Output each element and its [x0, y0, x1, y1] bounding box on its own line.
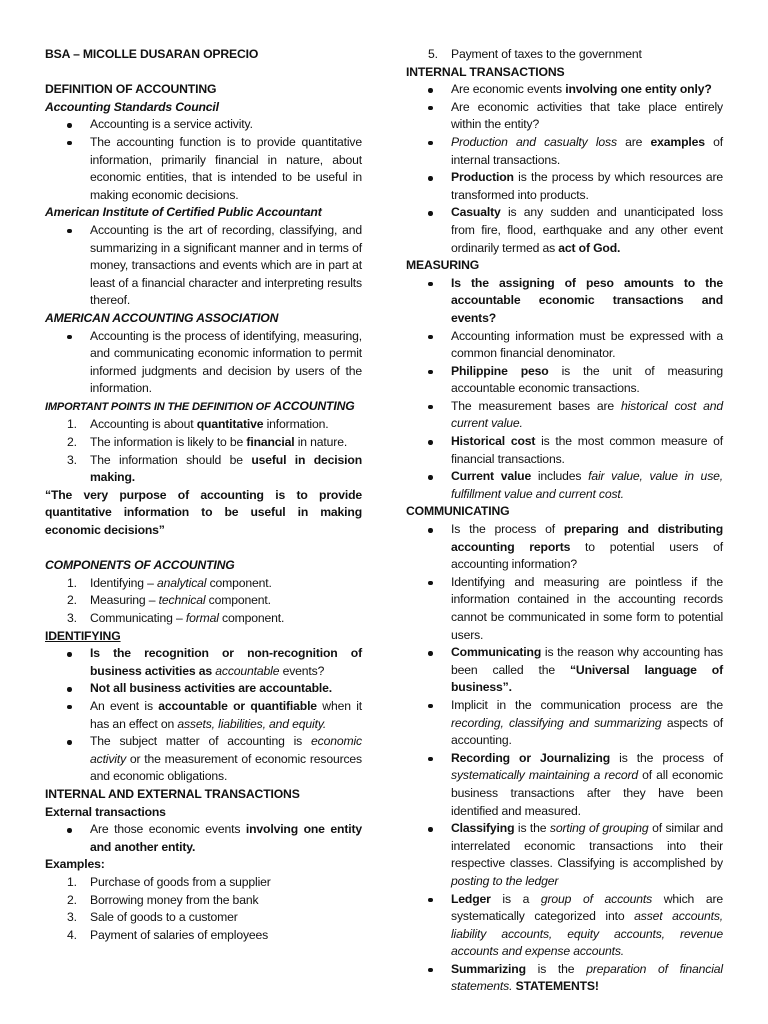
- list-item: [45, 592, 362, 610]
- item-italic: posting to the ledger: [451, 873, 559, 888]
- item-italic: preparation of financial statements.: [451, 961, 723, 994]
- item-text: Identifying –: [90, 575, 158, 590]
- item-text: Measuring –: [90, 593, 159, 608]
- communicating-list: [406, 521, 723, 996]
- communicating-heading: COMMUNICATING: [406, 504, 510, 519]
- list-item: [406, 750, 723, 820]
- list-item: [45, 733, 362, 786]
- item-text: component.: [218, 611, 285, 625]
- item-bold: quantitative: [196, 417, 264, 432]
- item-italic: Production and casualty loss: [451, 134, 617, 149]
- list-item: [406, 644, 723, 697]
- item-italic: sorting of grouping: [549, 821, 649, 836]
- list-item: [45, 927, 362, 945]
- item-bold: Current value: [451, 469, 532, 484]
- list-item: [45, 892, 362, 910]
- list-item: [406, 134, 723, 169]
- important-heading-big: ACCOUNTING: [273, 398, 355, 413]
- item-text: of all economic business transactions after they have been identified and measured.: [451, 768, 723, 818]
- components-list: [45, 575, 362, 628]
- components-heading: COMPONENTS OF ACCOUNTING: [45, 558, 235, 573]
- right-column: [406, 46, 723, 996]
- item-text: The information is likely to be: [90, 435, 247, 450]
- item-italic: systematically maintaining a record: [451, 768, 639, 783]
- item-number: 1.: [67, 417, 77, 432]
- item-text: aspects of accounting.: [451, 715, 723, 748]
- item-text: An event is: [90, 698, 159, 713]
- list-item: [406, 363, 723, 398]
- document-title: BSA – MICOLLE DUSARAN OPRECIO: [45, 47, 259, 61]
- item-bold: Casualty: [451, 205, 501, 220]
- item-number: 5.: [428, 47, 438, 61]
- item-bold: involving one entity and another entity.: [90, 822, 362, 854]
- item-number: 3.: [67, 452, 77, 467]
- item-number: 3.: [67, 611, 77, 625]
- list-item: [45, 452, 362, 487]
- item-bold: Classifying: [451, 821, 515, 836]
- item-text: is the reason why accounting has been called the: [451, 645, 723, 677]
- item-bold: Summarizing: [451, 961, 526, 976]
- item-text: is the most common measure of financial transactions.: [451, 434, 723, 466]
- item-text: is the unit of measuring accountable economic transactions.: [451, 363, 723, 396]
- item-text: which are systematically categorized into: [451, 891, 724, 924]
- item-text: component.: [206, 575, 272, 590]
- list-item: Not all business activities are accountable.: [45, 680, 362, 698]
- item-italic: recording, classifying and summarizing: [451, 715, 662, 730]
- list-item: [406, 820, 723, 890]
- item-italic: formal: [185, 611, 219, 625]
- item-text: when it has an effect on: [90, 698, 362, 731]
- item-italic: asset accounts, liability accounts, equity accounts, revenue accounts and expense accounts.: [451, 909, 723, 959]
- list-item: Identifying and measuring are pointless if the information contained in the accounting records cannot be communicated in some form to potential users.: [406, 574, 723, 644]
- asc-heading: Accounting Standards Council: [45, 99, 219, 114]
- item-text: Are economic events: [451, 82, 566, 97]
- list-item: Accounting is a service activity.: [45, 116, 362, 134]
- external-heading: External transactions: [45, 804, 166, 819]
- item-bold: Ledger: [451, 891, 491, 906]
- external-list: [45, 821, 362, 856]
- aicpa-list: [45, 222, 362, 310]
- item-italic: fair value, value in use, fulfillment value and current cost.: [451, 469, 723, 501]
- list-item: [406, 697, 723, 750]
- item-italic: technical: [158, 593, 206, 608]
- list-item: Are economic activities that take place entirely within the entity?: [406, 99, 723, 134]
- item-italic: analytical: [157, 575, 207, 590]
- item-text: Borrowing money from the bank: [90, 892, 259, 907]
- item-number: 2.: [67, 435, 77, 450]
- item-number: 1.: [67, 575, 77, 590]
- list-item: [406, 169, 723, 204]
- list-item: [406, 433, 723, 468]
- item-italic: group of accounts: [540, 891, 653, 906]
- item-text: Payment of taxes to the government: [451, 47, 642, 61]
- definition-heading: DEFINITION OF ACCOUNTING: [45, 82, 217, 97]
- item-italic: accountable: [215, 663, 280, 678]
- list-item: Accounting information must be expressed with a common financial denominator.: [406, 328, 723, 363]
- item-bold: Production: [451, 170, 514, 185]
- item-text: Accounting is about: [90, 417, 197, 432]
- item-text: is the: [525, 961, 587, 976]
- list-item: Accounting is the art of recording, classifying, and summarizing in a significant manner and in terms of money, transactions and events which are in part at least of a financial character and interpreting results thereof.: [45, 222, 362, 310]
- item-bold: financial: [246, 435, 295, 450]
- item-bold: Recording or Journalizing: [451, 750, 611, 765]
- item-bold: “Universal language of business”.: [451, 662, 723, 695]
- int-ext-heading: INTERNAL AND EXTERNAL TRANSACTIONS: [45, 786, 300, 801]
- list-item: [406, 521, 723, 574]
- examples-list: [45, 874, 362, 944]
- list-item: [406, 81, 723, 99]
- item-text: includes: [531, 469, 589, 484]
- item-text: Payment of salaries of employees: [90, 927, 269, 942]
- list-item: [406, 961, 723, 996]
- identifying-heading: IDENTIFYING: [45, 628, 121, 643]
- measuring-heading: MEASURING: [406, 258, 480, 273]
- item-bold: accountable or quantifiable: [158, 698, 317, 713]
- list-item: Accounting is the process of identifying, measuring, and communicating economic information to permit informed judgments and decision by users of the information.: [45, 328, 362, 398]
- item-text: of internal transactions.: [451, 134, 723, 167]
- internal-list: [406, 81, 723, 257]
- item-text: in nature.: [294, 435, 348, 450]
- item-text: is the process by which resources are transformed into products.: [451, 170, 723, 202]
- item-text: The subject matter of accounting is: [90, 734, 312, 749]
- item-text: component.: [205, 593, 271, 608]
- item-bold: Is the recognition or non-recognition of business activities as: [90, 646, 362, 678]
- item-text: is a: [490, 891, 541, 906]
- aaa-list: [45, 328, 362, 398]
- item-text: Communicating –: [90, 611, 186, 625]
- list-item: Is the assigning of peso amounts to the accountable economic transactions and events?: [406, 275, 723, 328]
- item-text: is any sudden and unanticipated loss from fire, flood, earthquake and any other event ordinarily termed as: [451, 205, 723, 255]
- item-bold: act of God.: [558, 240, 621, 255]
- item-bold: Communicating: [451, 645, 542, 660]
- list-item: [45, 909, 362, 927]
- list-item: The accounting function is to provide quantitative information, primarily financial in nature, about economic entities, that is intended to be useful in making economic decisions.: [45, 134, 362, 204]
- list-item: [45, 821, 362, 856]
- list-item: [45, 434, 362, 452]
- item-text: information.: [263, 417, 329, 432]
- list-item: [406, 46, 723, 64]
- item-number: 4.: [67, 927, 77, 942]
- item-text: of similar and interrelated economic transactions into their respective classes. Classifying is accomplished by: [451, 821, 723, 871]
- item-number: 2.: [67, 593, 77, 608]
- list-item: [45, 610, 362, 628]
- item-text: Is the process of: [451, 522, 564, 537]
- item-bold: STATEMENTS!: [512, 979, 599, 994]
- list-item: [45, 698, 362, 733]
- examples-list-continued: [406, 46, 723, 64]
- identifying-list: [45, 645, 362, 786]
- item-number: 2.: [67, 892, 77, 907]
- examples-heading: Examples:: [45, 857, 105, 872]
- item-text: are: [616, 134, 651, 149]
- item-text: events?: [279, 663, 325, 678]
- asc-list: [45, 116, 362, 204]
- item-bold: examples: [650, 134, 705, 149]
- item-text: Implicit in the communication process are the: [451, 697, 723, 712]
- list-item: [45, 575, 362, 593]
- quote: “The very purpose of accounting is to provide quantitative information to be useful in making economic decisions”: [45, 487, 362, 538]
- list-item: [406, 891, 723, 961]
- item-bold: useful in decision making.: [90, 452, 362, 485]
- list-item: [406, 468, 723, 503]
- important-points-heading: [45, 398, 362, 417]
- list-item: [45, 416, 362, 434]
- item-text: The measurement bases are: [451, 398, 621, 413]
- aaa-heading: AMERICAN ACCOUNTING ASSOCIATION: [45, 310, 279, 325]
- item-text: Purchase of goods from a supplier: [90, 874, 271, 889]
- important-points-list: [45, 416, 362, 486]
- measuring-list: [406, 275, 723, 504]
- item-text: or the measurement of economic resources and economic obligations.: [90, 751, 362, 784]
- item-bold: Philippine peso: [451, 363, 549, 378]
- item-text: is the process of: [610, 750, 723, 765]
- list-item: [45, 874, 362, 892]
- list-item: [406, 204, 723, 257]
- item-text: The information should be: [90, 452, 252, 467]
- item-number: 3.: [67, 910, 77, 925]
- item-bold: preparing and distributing accounting reports: [451, 522, 723, 554]
- important-heading-small: IMPORTANT POINTS IN THE DEFINITION OF: [45, 400, 271, 413]
- item-text: to potential users of accounting information?: [451, 539, 723, 572]
- list-item: [45, 645, 362, 680]
- item-bold: Historical cost: [451, 434, 536, 449]
- left-column: [45, 46, 362, 944]
- item-text: is the: [514, 821, 550, 836]
- item-number: 1.: [67, 874, 77, 889]
- aicpa-heading: American Institute of Certified Public Accountant: [45, 205, 322, 220]
- item-text: Sale of goods to a customer: [90, 910, 238, 925]
- item-bold: involving one entity only?: [565, 82, 712, 97]
- list-item: [406, 398, 723, 433]
- item-italic: assets, liabilities, and equity.: [177, 716, 327, 731]
- item-italic: historical cost and current value.: [451, 398, 723, 431]
- item-italic: economic activity: [90, 734, 362, 766]
- internal-heading: INTERNAL TRANSACTIONS: [406, 64, 565, 79]
- item-text: Are those economic events: [90, 822, 246, 837]
